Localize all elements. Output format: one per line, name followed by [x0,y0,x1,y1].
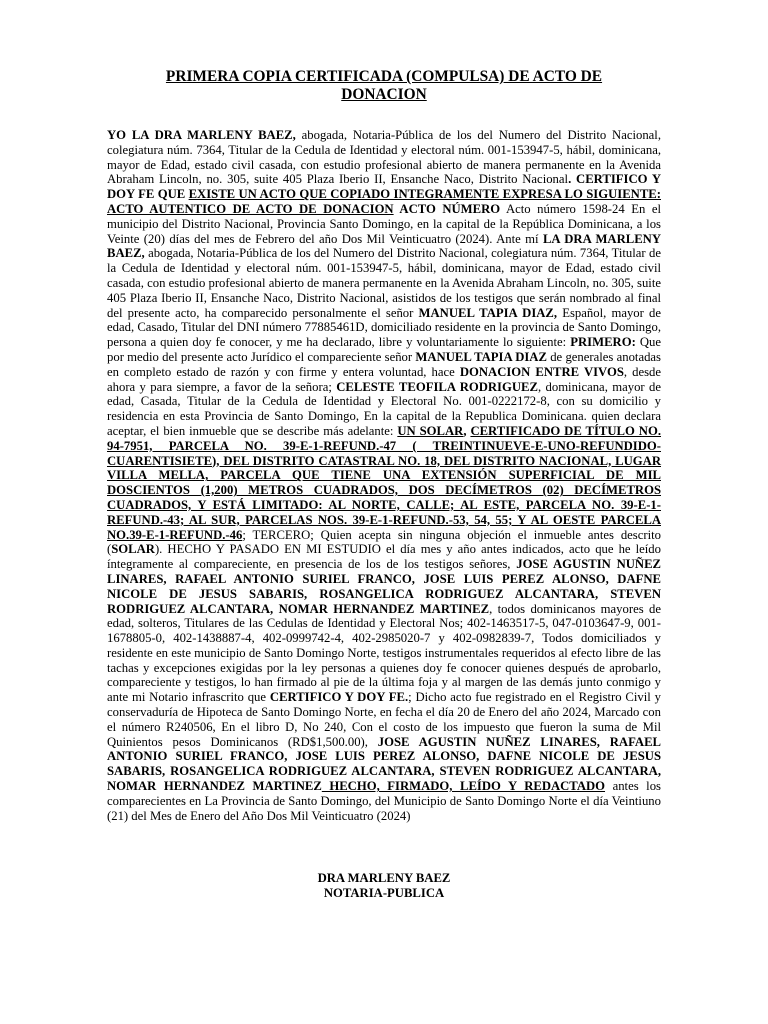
title-line-1: PRIMERA COPIA CERTIFICADA (COMPULSA) DE ACTO DE [165,68,603,85]
body-text-run: , [463,423,471,438]
body-text-run: EXISTE UN ACTO QUE COPIADO INTEGRAMENTE EXPRESA LO SIGUIENTE: ACTO AUTENTICO DE ACTO DE DONACION [107,187,661,216]
body-text-run: , dominicana, mayor de edad, Casada, Titular de la Cedula de Identidad y Electoral No. 001-0222172-8, con su domicilio y residencia en esta Provincia de Santo Domingo, En la capital de la Republica Dominicana. quien declara aceptar, el bien inmueble que se describe más adelante: [107,379,661,438]
signature-block [107,871,661,901]
body-text-run: antes los comparecientes en La Provincia de Santo Domingo, del Municipio de Santo Domingo Norte el día Veintiuno (21) del Mes de Enero del Año Dos Mil Veinticuatro (2024) [107,779,661,823]
body-text-run: LA DRA MARLENY BAEZ, [107,231,661,261]
body-text-run: CELESTE TEOFILA RODRIGUEZ [336,379,538,394]
document-body [107,128,661,823]
body-text-run: CERTIFICADO DE TÍTULO NO. 94-7951, PARCELA NO. 39-E-1-REFUND.-47 ( TREINTINUEVE-E-UNO-REFUNDIDO-CUARENTISIETE), DEL DISTRITO CATASTRAL NO. 18, DEL DISTRITO NACIONAL, LUGAR VILLA MELLA, PARCELA QUE TIENE UNA EXTENSIÓN SUPERFICIAL DE MIL DOSCIENTOS (1,200) METROS CUADRADOS, DOS DECÍMETROS (02) DECÍMETROS CUADRADOS, Y ESTÁ LIMITADO: AL NORTE, CALLE; AL ESTE, PARCELA NO. 39-E-1-REFUND.-43; AL SUR, PARCELAS NOS. 39-E-1-REFUND.-53, 54, 55; Y AL OESTE PARCELA NO.39-E-1-REFUND.-46 [107,423,661,542]
body-text-run: abogada, Notaria-Pública de los del Numero del Distrito Nacional, colegiatura núm. 7364, Titular de la Cedula de Identidad y electoral núm. 001-153947-5, hábil, dominicana, mayor de Edad, estado civil casada, con estudio profesional abierto de manera permanente en la Avenida Abraham Lincoln, no. 305, suite 405 Plaza Iberio II, Ensanche Naco, Distrito Nacional [107,128,662,187]
signer-role: NOTARIA-PUBLICA [323,885,445,900]
body-text-run: CERTIFICO Y DOY FE. [269,690,409,705]
body-text-run: . CERTIFICO Y DOY FE QUE [107,172,661,202]
body-text-run: , todos dominicanos mayores de edad, solteros, Titulares de las Cedulas de Identidad y Electoral Nos; 402-1463517-5, 047-0103647-9, 001-1678805-0, 402-1438887-4, 402-0999742-4, 402-2985020-7 y 402-0982839-7, Todos domiciliados y residente en este municipio de Santo Domingo Norte, testigos instrumentales requeridos al efecto libre de las tachas y excepciones exigidas por la ley personas a quienes doy fe conocer quienes después de aprobarlo, compareciente y testigos, lo han firmado al pie de la última foja y al margen de las demás junto conmigo y ante mi Notario infrascrito que [107,601,661,705]
body-text-run: JOSE AGUSTIN NUÑEZ LINARES, RAFAEL ANTONIO SURIEL FRANCO, JOSE LUIS PEREZ ALONSO, DAFNE NICOLE DE JESUS SABARIS, ROSANGELICA RODRIGUEZ ALCANTARA, STEVEN RODRIGUEZ ALCANTARA, NOMAR HERNANDEZ MARTINEZ [107,557,661,616]
body-text-run: ; TERCERO; Quien acepta sin ninguna objeción el inmueble antes descrito ( [107,527,661,557]
body-text-run: HECHO, FIRMADO, LEÍDO Y REDACTADO [321,779,606,794]
body-text-run: Que por medio del presente acto Jurídico el compareciente señor [107,335,661,364]
body-text-run: ). HECHO Y PASADO EN MI ESTUDIO el día mes y año antes indicados, acto que he leído íntegramente al compareciente, en presencia de los de los testigos señores, [107,542,661,572]
body-text-run: PRIMERO: [570,335,636,350]
body-text-run: de generales anotadas en completo estado de razón y con firme y entera voluntad, hace [107,349,661,379]
body-text-run: YO LA DRA MARLENY BAEZ, [107,128,296,142]
body-text-run: , desde ahora y para siempre, a favor de la señora; [107,364,662,394]
body-text-run: DONACION ENTRE VIVOS [459,364,624,379]
body-text-run: MANUEL TAPIA DIAZ [415,349,547,364]
body-text-run: Acto número 1598-24 En el municipio del Distrito Nacional, Provincia Santo Domingo, en la capital de la República Dominicana, a los Veinte (20) días del mes de Febrero del año Dos Mil Veinticuatro (2024). Ante mí [107,201,661,246]
body-text-run: ACTO NÚMERO [393,201,501,216]
body-text-run: ; Dicho acto fue registrado en el Registro Civil y conservaduría de Hipoteca de Santo Domingo Norte, en fecha el día 20 de Enero del año 2024, Marcado con el número R240506, En el libro D, No 240, Con el costo de los impuesto que fueron la suma de Mil Quinientos pesos Dominicanos (RD$1,500.00), [107,690,661,749]
body-text-run: abogada, Notaria-Pública de los del Numero del Distrito Nacional, colegiatura núm. 7364, Titular de la Cedula de Identidad y electoral núm. 001-153947-5, hábil, dominicana, mayor de Edad, estado civil casada, con estudio profesional abierto de manera permanente en la Avenida Abraham Lincoln, no. 305, suite 405 Plaza Iberio II, Ensanche Naco, Distrito Nacional, asistidos de los testigos que serán nombrado al final del presente acto, ha comparecido personalmente el señor [107,246,661,320]
body-text-run: SOLAR [111,542,155,557]
title-line-2: DONACION [341,86,427,103]
body-text-run: UN SOLAR [397,423,464,438]
body-text-run: JOSE AGUSTIN NUÑEZ LINARES, RAFAEL ANTONIO SURIEL FRANCO, JOSE LUIS PEREZ ALONSO, DAFNE NICOLE DE JESUS SABARIS, ROSANGELICA RODRIGUEZ ALCANTARA, STEVEN RODRIGUEZ ALCANTARA, NOMAR HERNANDEZ MARTINEZ [107,734,661,794]
body-text-run: MANUEL TAPIA DIAZ, [418,305,558,320]
body-text-run: Español, mayor de edad, Casado, Titular del DNI número 77885461D, domiciliado residente en la provincia de Santo Domingo, persona a quien doy fe conocer, y me ha declarado, libre y voluntariamente lo siguiente: [107,305,662,350]
document-title [105,68,663,104]
signer-name: DRA MARLENY BAEZ [317,871,451,885]
